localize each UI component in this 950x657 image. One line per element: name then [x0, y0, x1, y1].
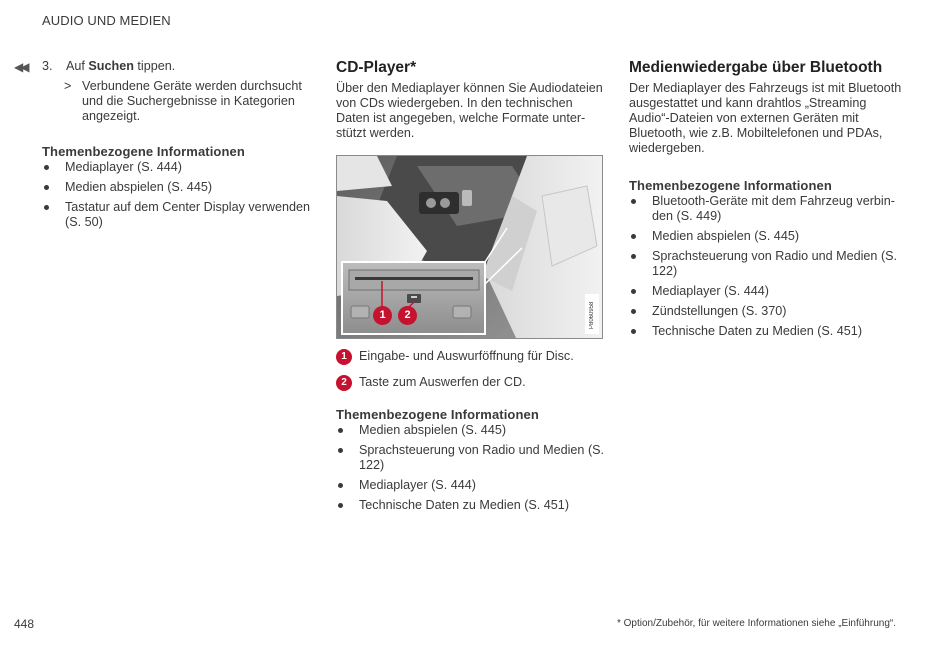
related-link[interactable]: Tastatur auf dem Center Display verwenden (S. 50)	[42, 200, 312, 230]
substep-marker: >	[64, 79, 72, 93]
related-link[interactable]: Medien abspielen (S. 445)	[336, 423, 606, 438]
column-middle	[336, 59, 606, 518]
legend-item-1	[336, 349, 606, 364]
legend-text-2: Taste zum Auswerfen der CD.	[359, 375, 526, 389]
section-title-bluetooth: Medienwiedergabe über Bluetooth	[629, 59, 883, 76]
figure-code: P8060958	[589, 301, 595, 329]
related-link[interactable]: Medien abspielen (S. 445)	[42, 180, 312, 195]
related-link[interactable]: Mediaplayer (S. 444)	[629, 284, 904, 299]
column-right	[629, 59, 904, 344]
page-header: AUDIO UND MEDIEN	[42, 13, 171, 28]
back-arrows-icon[interactable]: ◀◀	[14, 60, 27, 74]
step-text-prefix: Auf	[66, 59, 89, 73]
related-link[interactable]: Technische Daten zu Medien (S. 451)	[629, 324, 904, 339]
footnote: * Option/Zubehör, für weitere Informationen siehe „Einführung“.	[616, 618, 896, 629]
related-link[interactable]: Mediaplayer (S. 444)	[336, 478, 606, 493]
figure-callout-2: 2	[398, 306, 417, 325]
legend-badge-1: 1	[336, 349, 352, 365]
cd-player-figure	[336, 155, 603, 339]
cd-player-intro: Über den Mediaplayer können Sie Audiodateien von CDs wiedergeben. In den technischen Daten ist angegeben, welche Formate unterstützt werden.	[336, 81, 603, 140]
related-heading-middle: Themenbezogene Informationen	[336, 407, 539, 422]
related-heading-left: Themenbezogene Informationen	[42, 144, 245, 159]
related-link[interactable]: Mediaplayer (S. 444)	[42, 160, 312, 175]
related-link[interactable]: Technische Daten zu Medien (S. 451)	[336, 498, 606, 513]
related-list-right	[629, 194, 904, 339]
figure-callout-1: 1	[373, 306, 392, 325]
legend-item-2	[336, 375, 606, 390]
related-list-middle	[336, 423, 606, 513]
legend-badge-2: 2	[336, 375, 352, 391]
page-number: 448	[14, 617, 35, 631]
substep	[42, 79, 312, 124]
section-title-cd-player: CD-Player*	[336, 59, 417, 76]
column-left	[42, 59, 312, 235]
related-link[interactable]: Medien abspielen (S. 445)	[629, 229, 904, 244]
bluetooth-intro: Der Mediaplayer des Fahrzeugs ist mit Bluetooth ausgestattet und kann drahtlos „Streaming Audio“-Dateien von externen Geräten mit Bluetooth, wie z.B. Mobiltelefonen und PDAs, wiedergeben.	[629, 81, 902, 155]
related-heading-right: Themenbezogene Informationen	[629, 178, 832, 193]
related-link[interactable]: Sprachsteuerung von Radio und Medien (S. 122)	[336, 443, 606, 473]
related-link[interactable]: Sprachsteuerung von Radio und Medien (S. 122)	[629, 249, 904, 279]
substep-text: Verbundene Geräte werden durchsucht und die Suchergebnisse in Kategorien angezeigt.	[82, 79, 302, 123]
step-text-bold: Suchen	[88, 59, 134, 73]
related-list-left	[42, 160, 312, 230]
step-number: 3.	[42, 59, 53, 73]
related-link[interactable]: Zündstellungen (S. 370)	[629, 304, 904, 319]
related-link[interactable]: Bluetooth-Geräte mit dem Fahrzeug verbinden (S. 449)	[629, 194, 904, 224]
step-text-suffix: tippen.	[133, 59, 176, 73]
step-3	[42, 59, 312, 74]
legend-text-1: Eingabe- und Auswurföffnung für Disc.	[359, 349, 574, 363]
